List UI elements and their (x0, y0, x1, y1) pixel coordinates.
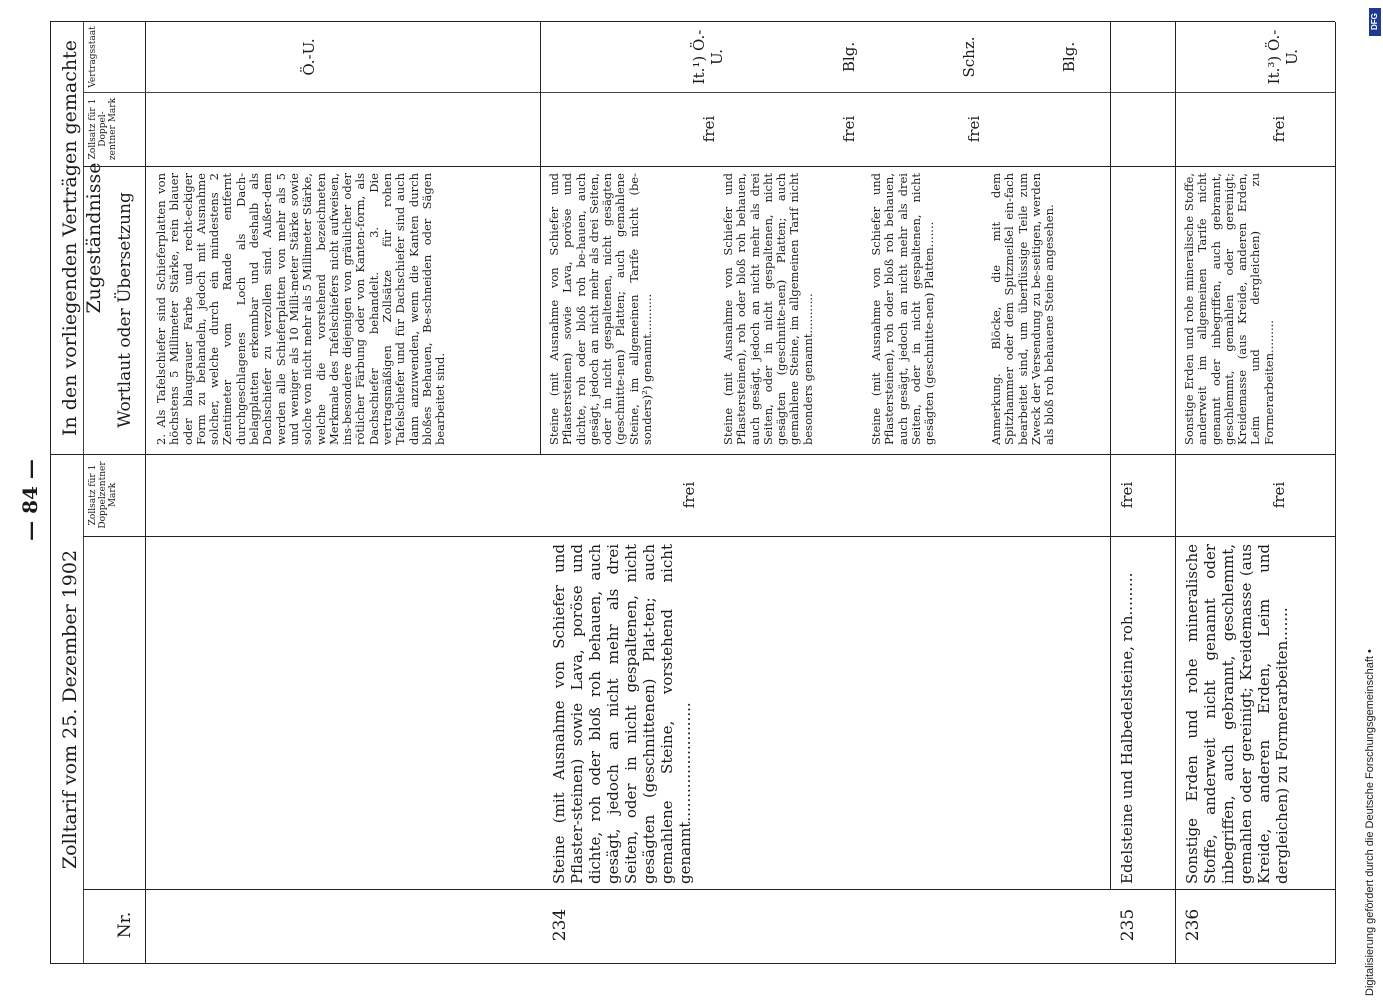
header-zollsatz-right: Zollsatz für 1 Doppel-zentner Mark (88, 97, 118, 161)
dfg-credit-strip (1365, 8, 1379, 1008)
dfg-credit-text: Digitalisierung gefördert durch die Deutsche Forschungsgemeinschaft • (1364, 649, 1376, 996)
row-236-nr: 236 (1183, 908, 1203, 942)
header-vertragsstaat: Vertragsstaat (88, 26, 98, 88)
rule-continuation-end (540, 22, 541, 455)
divider-nr (83, 889, 1335, 890)
rule-top (50, 22, 51, 964)
treaty-236-1-text: Sonstige Erden und rohe mineralische Stoffe, anderweit im allgemeinen Tarife nicht genannt oder inbegriffen, auch gebrannt, geschlemmt, gemahlen oder gereinigt; Kreidemasse (aus Kreide, anderen Erden, Leim und dergleichen) zu Formerarbeiten......... (1182, 173, 1276, 445)
rule-row-236 (1175, 22, 1176, 964)
row-234-nr: 234 (550, 908, 570, 942)
treaty-234-1-zollsatz: frei (700, 115, 718, 143)
treaty-234-4-text: Anmerkung. Blöcke, die mit dem Spitzhammer oder dem Spitzmeißel ein-fach bearbeitet sind, um überflüssige Teile zum Zweck der Versendung zu be-seitigen, werden als bloß roh behauene Steine angesehen. (989, 173, 1057, 445)
rule-group-header (83, 22, 84, 964)
treaty-234-3-text: Steine (mit Ausnahme von Schiefer und Pflastersteinen), roh oder bloß roh behauen, auch gesägt, jedoch an nicht mehr als drei Seiten, oder in nicht gespaltenen, nicht gesägten (geschnitte-nen) Platten....... (869, 173, 937, 445)
treaty-236-1-zollsatz: frei (1270, 115, 1288, 143)
treaty-234-3-zollsatz: frei (965, 115, 983, 143)
row-235-text: Edelsteine und Halbedelsteine, roh......... (1118, 572, 1136, 884)
rule-header-bottom (145, 22, 146, 964)
treaty-234-4-staat: Blg. (1060, 41, 1078, 73)
row-235-nr: 235 (1118, 908, 1138, 942)
row-235-zollsatz: frei (1118, 481, 1136, 509)
header-treaties: In den vorliegenden Verträgen gemachte Zugeständnisse (59, 40, 105, 436)
table-border-right (50, 21, 1335, 22)
rule-row-235 (1110, 22, 1111, 890)
row-234-text: Steine (mit Ausnahme von Schiefer und Pflaster-steinen) sowie Lava, poröse und dichte, roh oder bloß roh behauen, auch gesägt, jedoch an nicht mehr als drei Seiten, oder in nicht gespaltenen, nicht gesägten (geschnittenen) Plat-ten; auch gemahlene Steine, vorstehend nicht genannt......................... (550, 544, 694, 884)
header-tariff-1902: Zolltarif vom 25. Dezember 1902 (59, 549, 81, 870)
header-zollsatz-left: Zollsatz für 1 Doppelzentner Mark (88, 461, 118, 529)
treaty-234-2-zollsatz: frei (840, 115, 858, 143)
treaty-236-1-staat: It.³) Ö.-U. (1265, 29, 1301, 85)
row-234-zollsatz: frei (680, 481, 698, 509)
treaty-234-3-staat: Schz. (960, 36, 978, 78)
divider-wortlaut (83, 166, 1335, 167)
treaty-234-2-staat: Blg. (840, 41, 858, 73)
treaty-234-2-text: Steine (mit Ausnahme von Schiefer und Pflastersteinen), roh oder bloß roh behauen, auch gesägt, jedoch an nicht mehr als drei Seiten, oder in nicht gespaltenen, nicht gesägten (geschnitte-nen) Platten; auch gemahlene Steine, im allgemeinen Tarif nicht besonders genannt........... (721, 173, 815, 445)
header-wortlaut: Wortlaut oder Übersetzung (115, 192, 135, 428)
continuation-staat: Ö.-U. (300, 38, 318, 76)
treaty-234-1-text: Steine (mit Ausnahme von Schiefer und Pflastersteinen) sowie Lava, poröse und dichte, roh oder bloß roh be-hauen, auch gesägt, jedoch an nicht mehr als drei Seiten, oder in nicht gespaltenen, nicht gesägten (geschnitte-nen) Platten; auch gemahlene Steine, im allgemeinen Tarife nicht (be-sonders)²) genannt........... (547, 173, 655, 445)
header-nr: Nr. (115, 911, 135, 939)
continuation-text: 2. Als Tafelschiefer sind Schieferplatten von höchstens 5 Millimeter Stärke, rein blauer oder blaugrauer Farbe und recht-eckiger Form zu behandeln, jedoch mit Ausnahme solcher, welche durch ein mindestens 2 Zentimeter vom Rande entfernt durchgeschlagenes Loch als Dach-belagplatten erkennbar und deshalb als Dachschiefer zu verzollen sind. Außer-dem werden alle Schieferplatten von mehr als 5 und weniger als 10 Milli-meter Stärke sowie solche von nicht mehr als 5 Millimeter Stärke, welche die vorstehend bezeichneten Merkmale des Tafelschiefers nicht aufweisen, ins-besondere diejenigen von gräulicher oder rötlicher Färbung oder von Kanten-form, als Dachschiefer behandelt. 3. Die vertragsmäßigen Zollsätze für rohen Tafelschiefer und für Dachschiefer sind auch dann anzuwenden, wenn die Kanten durch bloßes Behauen, Be-schneiden oder Sägen bearbeitet sind. (154, 173, 448, 445)
divider-groups (50, 454, 1335, 455)
table-border-left (50, 963, 1335, 964)
rule-bottom (1335, 22, 1336, 964)
treaty-234-1-staat: It.¹) Ö.-U. (690, 29, 726, 85)
row-236-zollsatz: frei (1270, 481, 1288, 509)
row-236-text: Sonstige Erden und rohe mineralische Stoffe, anderweit nicht genannt oder inbegriffen, auch gebrannt, geschlemmt, gemahlen oder gereinigt; Kreidemasse (aus Kreide, anderen Erden, Leim und dergleichen) zu Formerarbeiten....... (1183, 544, 1291, 884)
divider-zollsatz-left (83, 536, 1335, 537)
page-number: — 84 — (18, 459, 42, 541)
dfg-logo: DFG (1369, 8, 1381, 36)
divider-vertragsstaat (83, 92, 1335, 93)
